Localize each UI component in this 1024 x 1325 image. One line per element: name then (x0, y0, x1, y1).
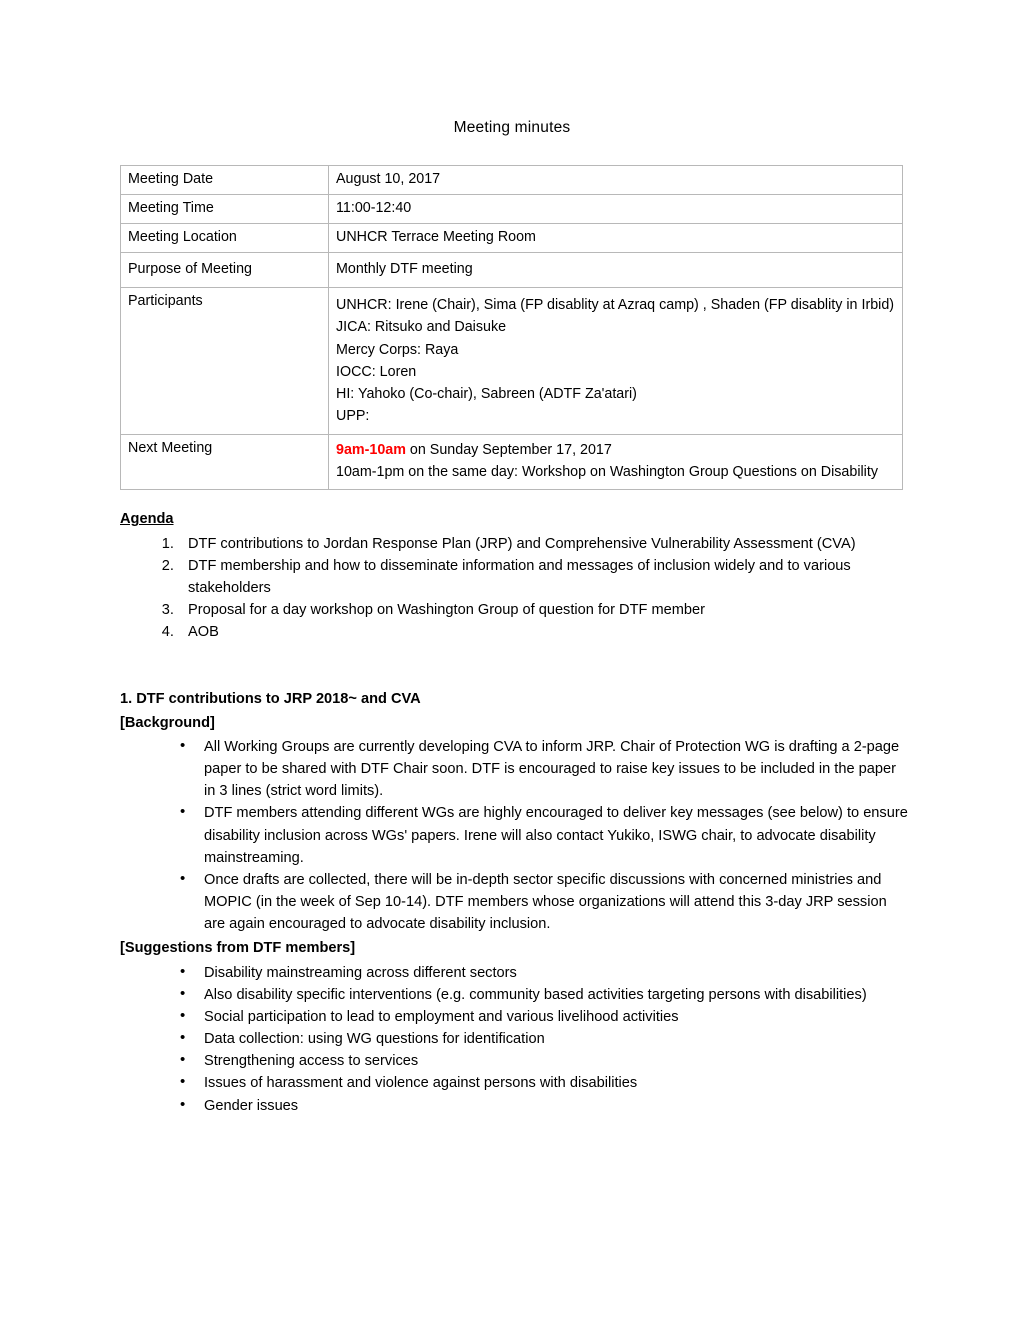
list-item: • Also disability specific interventions (e.g. community based activities targeting persons with disabilities) (178, 984, 910, 1006)
list-item: • DTF members attending different WGs are highly encouraged to deliver key messages (see below) to ensure disability inclusion across WGs' papers. Irene will also contact Yukiko, ISWG chair, to advocate disability mainstreaming. (178, 802, 910, 869)
list-item: • All Working Groups are currently developing CVA to inform JRP. Chair of Protection WG is drafting a 2-page paper to be shared with DTF Chair soon. DTF is encouraged to raise key issues to be included in the paper in 3 lines (strict word limits). (178, 736, 910, 803)
agenda-item-3: 3. Proposal for a day workshop on Washington Group of question for DTF member (178, 599, 910, 621)
participant-line-mercy-corps: Mercy Corps: Raya (336, 341, 459, 358)
agenda-list (120, 533, 910, 644)
list-item: • Once drafts are collected, there will be in-depth sector specific discussions with concerned ministries and MOPIC (in the week of Sep 10-14). DTF members whose organizations will attend this 3-day JRP session are again encouraged to advocate disability inclusion. (178, 869, 910, 936)
agenda-item-1: 1. DTF contributions to Jordan Response Plan (JRP) and Comprehensive Vulnerability Assessment (CVA) (178, 533, 910, 555)
background-heading: [Background] (120, 714, 215, 731)
background-bullet-list (120, 736, 910, 936)
row-label-meeting-location: Meeting Location (121, 223, 329, 252)
row-label-next-meeting: Next Meeting (121, 435, 329, 490)
list-item: • Issues of harassment and violence against persons with disabilities (178, 1072, 910, 1094)
row-value-participants (329, 288, 903, 435)
next-meeting-line1-rest: on Sunday September 17, 2017 (405, 442, 612, 459)
agenda-section (120, 508, 910, 643)
agenda-item-2: 2. DTF membership and how to disseminate information and messages of inclusion widely and to various stakeholders (178, 555, 910, 599)
next-meeting-line2: 10am-1pm on the same day: Workshop on Washington Group Questions on Disability (336, 464, 878, 481)
table-row (121, 194, 903, 223)
table-row (121, 165, 903, 194)
table-row-participants (121, 288, 903, 435)
agenda-heading: Agenda (120, 511, 174, 528)
list-item: • Data collection: using WG questions for identification (178, 1028, 910, 1050)
participant-line-upp: UPP: (336, 408, 370, 424)
row-value-next-meeting (329, 435, 903, 490)
suggestions-bullet-list (120, 962, 910, 1117)
list-item: • Strengthening access to services (178, 1050, 910, 1072)
row-label-participants: Participants (121, 288, 329, 435)
meeting-info-table (120, 165, 903, 491)
row-label-meeting-time: Meeting Time (121, 194, 329, 223)
row-label-meeting-date: Meeting Date (121, 165, 329, 194)
participant-line-iocc: IOCC: Loren (336, 363, 417, 380)
suggestions-heading: [Suggestions from DTF members] (120, 940, 356, 957)
section-1-heading: 1. DTF contributions to JRP 2018~ and CVA (120, 690, 421, 707)
row-label-purpose: Purpose of Meeting (121, 253, 329, 288)
section-1 (120, 688, 910, 1117)
participant-line-hi: HI: Yahoko (Co-chair), Sabreen (ADTF Za'atari) (336, 385, 637, 402)
participant-line-unhcr: UNHCR: Irene (Chair), Sima (FP disablity at Azraq camp) , Shaden (FP disablity in Irbid) (336, 297, 895, 314)
row-value-meeting-time: 11:00-12:40 (329, 194, 903, 223)
next-meeting-time-highlight: 9am-10am (336, 442, 406, 459)
list-item: • Gender issues (178, 1095, 910, 1117)
row-value-purpose: Monthly DTF meeting (329, 253, 903, 288)
page-title: Meeting minutes (453, 119, 571, 136)
next-meeting-line1 (336, 440, 895, 461)
table-row (121, 253, 903, 288)
list-item: • Disability mainstreaming across different sectors (178, 962, 910, 984)
table-row-next-meeting (121, 435, 903, 490)
agenda-item-4: 4. AOB (178, 621, 910, 643)
row-value-meeting-location: UNHCR Terrace Meeting Room (329, 223, 903, 252)
participant-line-jica: JICA: Ritsuko and Daisuke (336, 319, 507, 336)
row-value-meeting-date: August 10, 2017 (329, 165, 903, 194)
list-item: • Social participation to lead to employment and various livelihood activities (178, 1006, 910, 1028)
table-row (121, 223, 903, 252)
